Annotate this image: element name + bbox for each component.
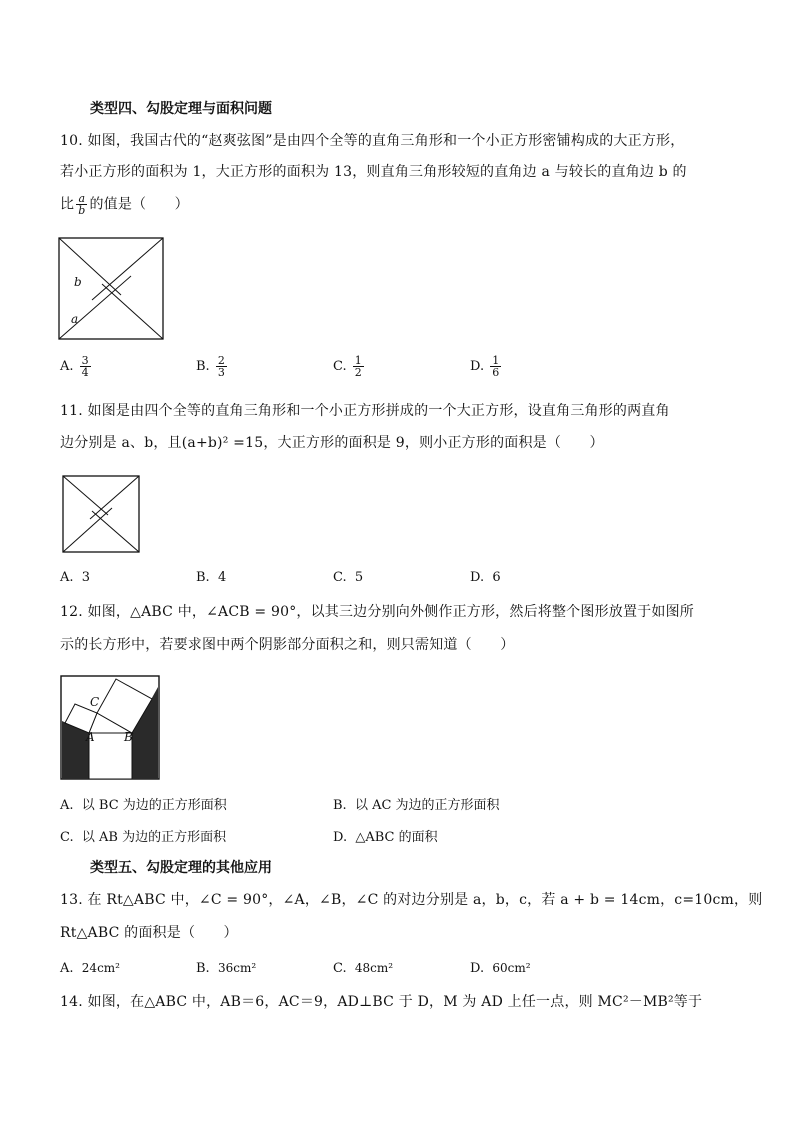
q10-option-d-letter: D. bbox=[470, 359, 485, 374]
q10-line-3-suffix: 的值是（ ） bbox=[89, 196, 189, 213]
q13-option-c[interactable] bbox=[333, 961, 393, 976]
q10-option-a-letter: A. bbox=[60, 359, 74, 374]
q11-option-b-letter: B. bbox=[196, 570, 210, 585]
q10-fraction bbox=[76, 193, 87, 216]
q13-line-2: Rt△ABC 的面积是（ ） bbox=[60, 925, 238, 941]
q12-fig-label-b: B bbox=[124, 730, 133, 744]
q13-option-d-letter: D. bbox=[470, 961, 485, 976]
q10-option-c-num: 1 bbox=[354, 354, 362, 367]
q12-option-a[interactable] bbox=[60, 794, 227, 813]
q10-option-a-fraction bbox=[80, 355, 91, 378]
q11-option-a-letter: A. bbox=[60, 570, 74, 585]
q12-fig-label-c: C bbox=[90, 695, 100, 709]
q12-option-b[interactable] bbox=[333, 794, 500, 813]
q11-option-d-text: 6 bbox=[492, 570, 501, 585]
q10-option-c-letter: C. bbox=[333, 359, 347, 374]
q10-line-3-prefix: 比 bbox=[60, 196, 75, 213]
q11-option-c[interactable] bbox=[333, 570, 363, 585]
q12-option-d[interactable] bbox=[333, 826, 438, 845]
q10-option-a-den: 4 bbox=[81, 366, 89, 379]
q13-line-1: 13. 在 Rt△ABC 中，∠C = 90°，∠A，∠B，∠C 的对边分别是 a，b，c，若 a + b = 14cm，c=10cm，则 bbox=[60, 892, 763, 908]
q10-option-b-den: 3 bbox=[217, 366, 225, 379]
q13-option-b-text: 36cm² bbox=[217, 961, 257, 975]
q10-option-b-fraction bbox=[216, 355, 227, 378]
q12-line-2: 示的长方形中，若要求图中两个阴影部分面积之和，则只需知道（ ） bbox=[60, 637, 515, 653]
q13-option-d-text: 60cm² bbox=[492, 961, 531, 975]
q13-option-a-text: 24cm² bbox=[81, 961, 120, 975]
q13-option-a-letter: A. bbox=[60, 961, 74, 976]
q11-line-1: 11. 如图是由四个全等的直角三角形和一个小正方形拼成的一个大正方形，设直角三角形的两直角 bbox=[60, 403, 670, 419]
q10-option-d[interactable] bbox=[470, 355, 503, 378]
q10-fig-label-b: b bbox=[74, 275, 82, 289]
q10-line-2: 若小正方形的面积为 1，大正方形的面积为 13，则直角三角形较短的直角边 a 与较长的直角边 b 的 bbox=[60, 164, 687, 180]
q10-option-d-den: 6 bbox=[492, 366, 500, 379]
q10-option-d-num: 1 bbox=[492, 354, 500, 367]
q13-option-a[interactable] bbox=[60, 961, 120, 976]
q13-option-d[interactable] bbox=[470, 961, 531, 976]
q12-option-b-text: 以 AC 为边的正方形面积 bbox=[354, 798, 500, 813]
q12-option-c-text: 以 AB 为边的正方形面积 bbox=[81, 830, 227, 845]
section-heading-4: 类型四、勾股定理与面积问题 bbox=[90, 101, 272, 117]
q10-option-c-fraction bbox=[353, 355, 364, 378]
q10-fraction-numerator: a bbox=[76, 193, 87, 205]
q11-option-b[interactable] bbox=[196, 570, 226, 585]
q10-option-c[interactable] bbox=[333, 355, 366, 378]
q12-option-c[interactable] bbox=[60, 826, 226, 845]
q12-line-1: 12. 如图，△ABC 中，∠ACB = 90°，以其三边分别向外侧作正方形，然后将整个图形放置于如图所 bbox=[60, 604, 694, 620]
q13-option-b[interactable] bbox=[196, 961, 256, 976]
q11-option-a[interactable] bbox=[60, 570, 90, 585]
q10-option-b-letter: B. bbox=[196, 359, 210, 374]
q11-line-2: 边分别是 a、b，且(a+b)² =15，大正方形的面积是 9，则小正方形的面积是（ ） bbox=[60, 435, 604, 451]
q13-option-b-letter: B. bbox=[196, 961, 210, 976]
q13-option-c-letter: C. bbox=[333, 961, 347, 976]
q12-option-a-text: 以 BC 为边的正方形面积 bbox=[81, 798, 227, 813]
q13-option-c-text: 48cm² bbox=[354, 961, 394, 975]
q10-option-a[interactable] bbox=[60, 355, 93, 378]
q11-option-b-text: 4 bbox=[217, 570, 227, 585]
q12-option-a-letter: A. bbox=[60, 798, 74, 813]
q10-line-1: 10. 如图，我国古代的“赵爽弦图”是由四个全等的直角三角形和一个小正方形密铺构成的大正方形， bbox=[60, 133, 685, 149]
q11-option-d-letter: D. bbox=[470, 570, 485, 585]
q10-option-a-num: 3 bbox=[81, 354, 89, 367]
q10-option-d-fraction bbox=[490, 355, 501, 378]
four-triangles-square-diagram bbox=[62, 475, 140, 553]
q12-option-d-letter: D. bbox=[333, 830, 348, 845]
q11-option-c-text: 5 bbox=[354, 570, 364, 585]
q10-fig-label-a: a bbox=[71, 312, 79, 326]
q10-line-3 bbox=[60, 193, 189, 216]
q10-option-b-num: 2 bbox=[217, 354, 225, 367]
q12-option-b-letter: B. bbox=[333, 798, 347, 813]
q10-fraction-denominator: b bbox=[78, 204, 86, 217]
q10-option-c-den: 2 bbox=[354, 366, 362, 379]
pythagoras-rectangle-diagram bbox=[60, 675, 160, 780]
q11-option-c-letter: C. bbox=[333, 570, 347, 585]
q11-option-d[interactable] bbox=[470, 570, 501, 585]
q12-fig-label-a: A bbox=[86, 730, 95, 744]
section-heading-5: 类型五、勾股定理的其他应用 bbox=[90, 860, 272, 876]
q12-option-d-text: △ABC 的面积 bbox=[355, 830, 438, 845]
q14-line-1: 14. 如图，在△ABC 中，AB＝6，AC＝9，AD⊥BC 于 D，M 为 AD 上任一点，则 MC²－MB²等于 bbox=[60, 994, 703, 1010]
q10-option-b[interactable] bbox=[196, 355, 229, 378]
q12-option-c-letter: C. bbox=[60, 830, 74, 845]
q11-option-a-text: 3 bbox=[81, 570, 91, 585]
